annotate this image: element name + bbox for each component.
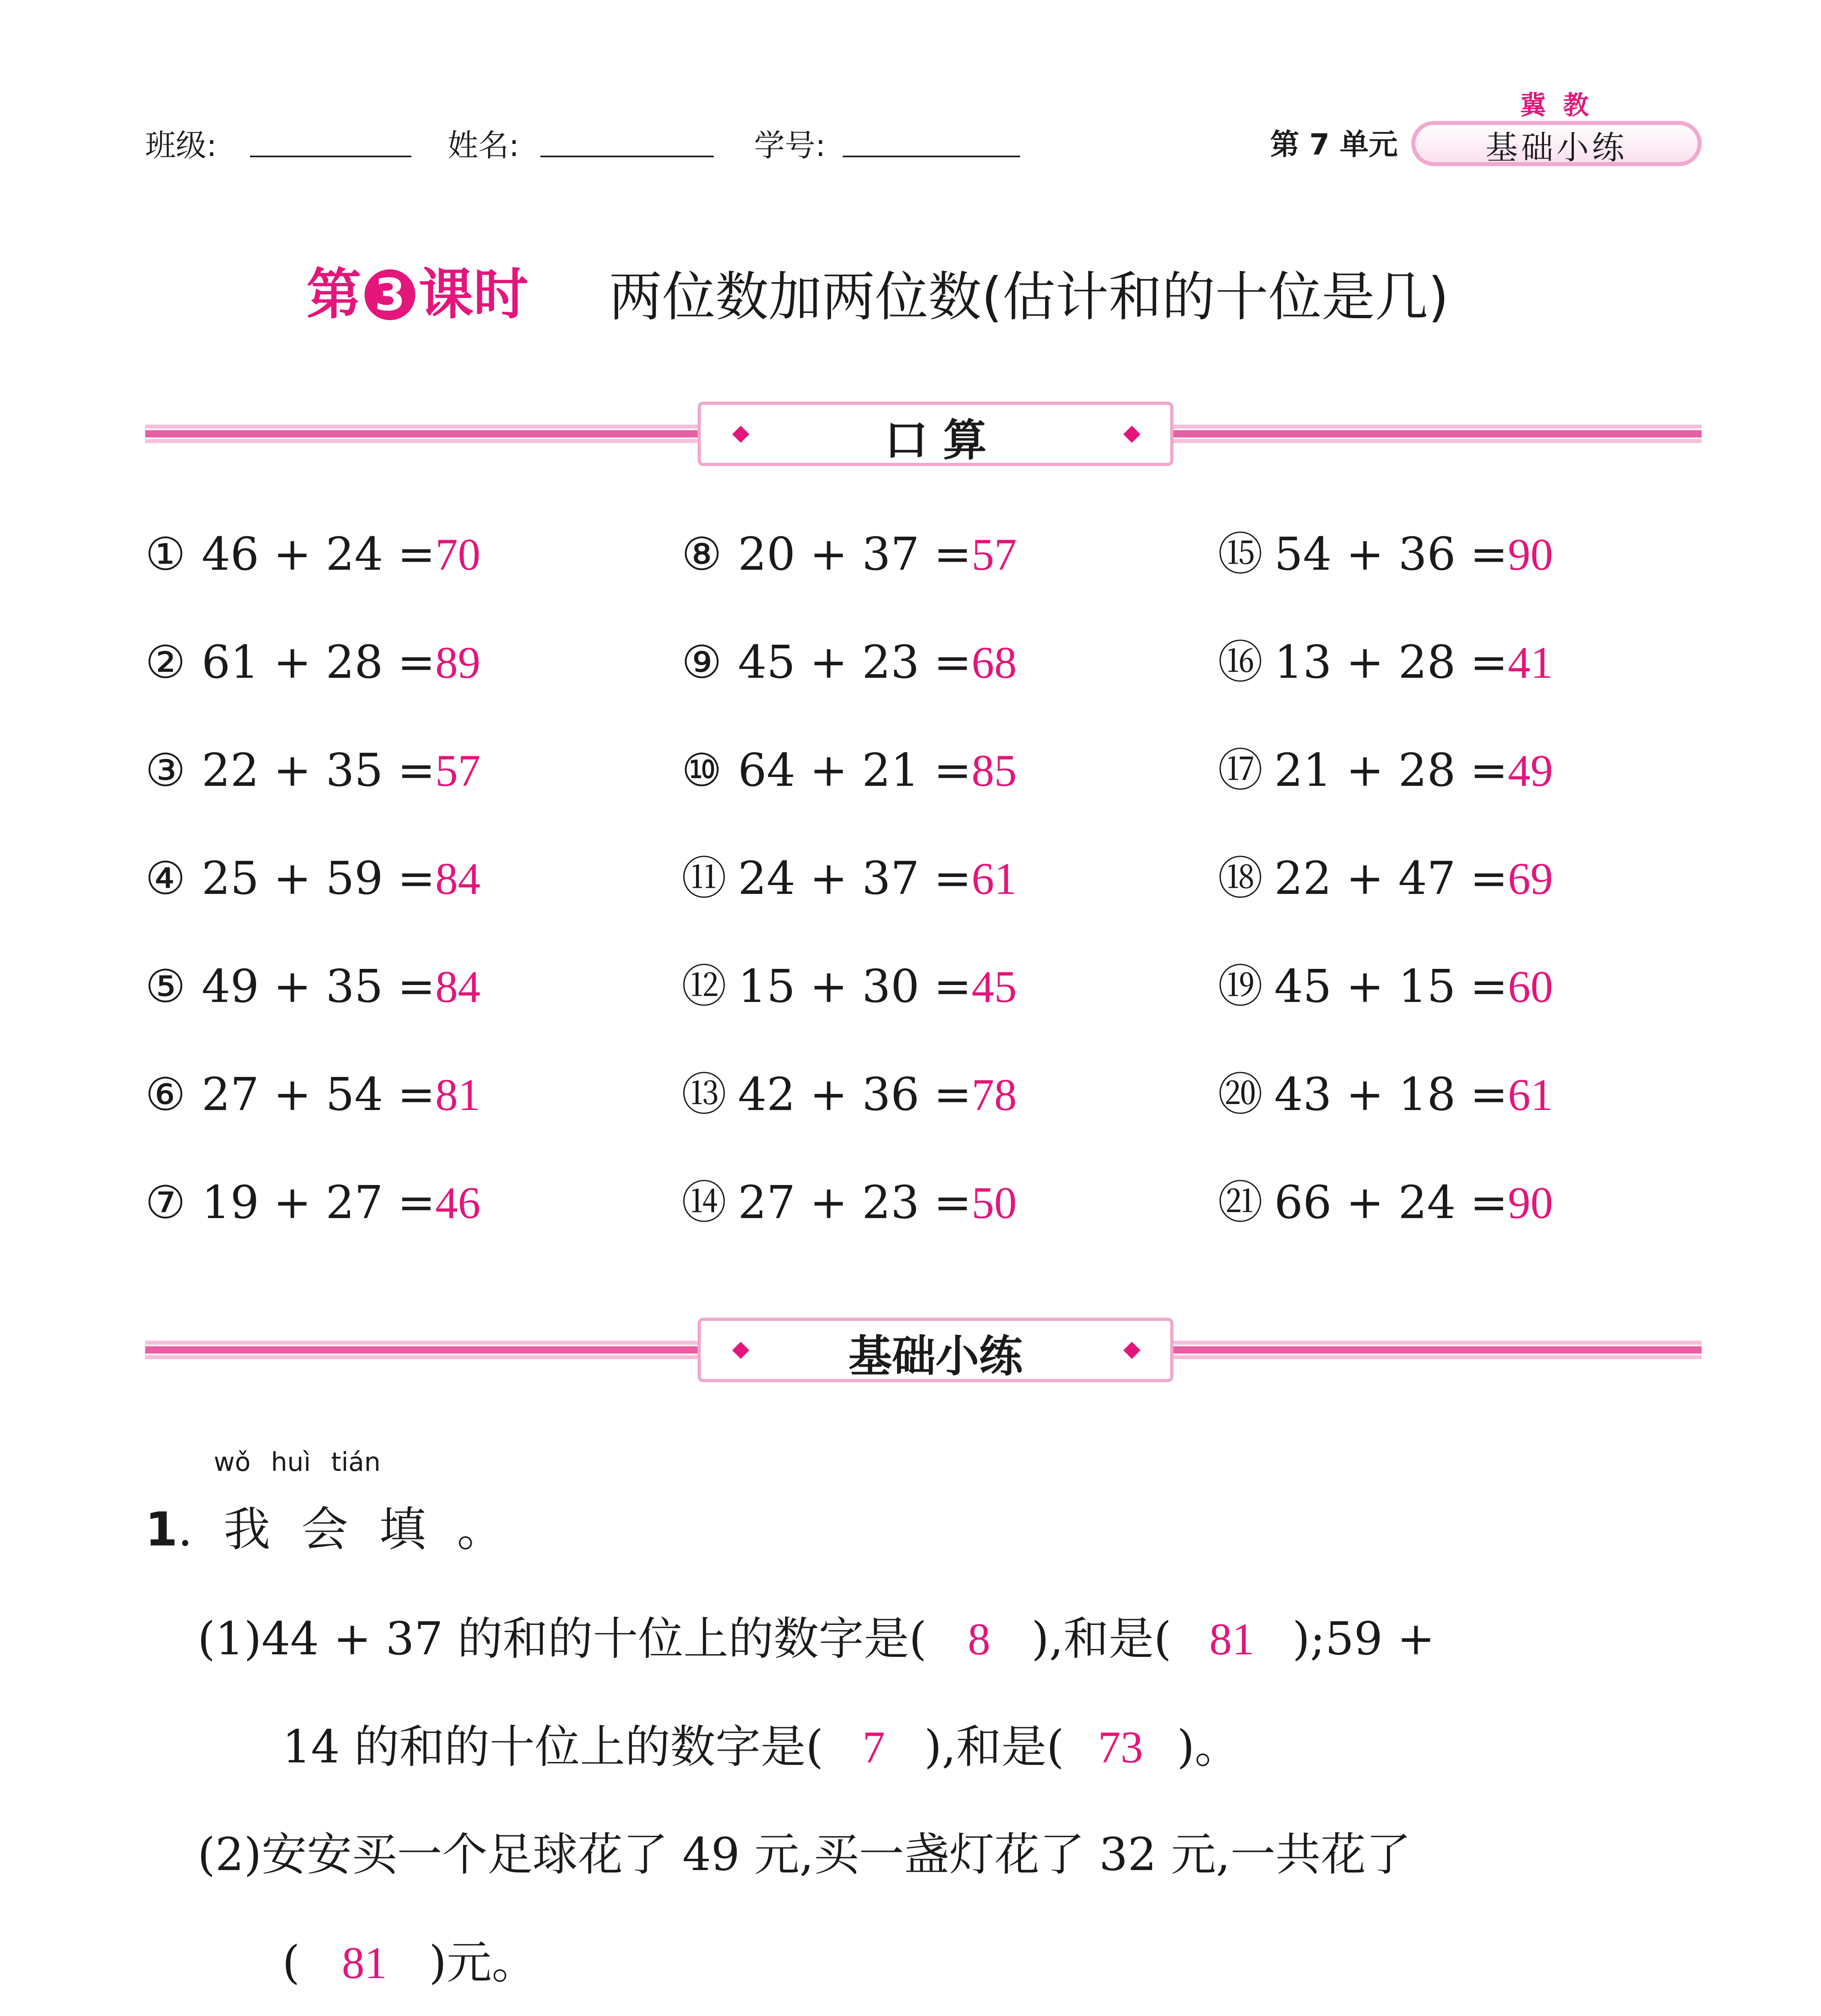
text: ),和是( <box>1031 1613 1172 1665</box>
expression: 21 + 28 = <box>1274 744 1508 797</box>
oral-calc-item <box>1218 634 1553 691</box>
class-field[interactable] <box>250 156 411 157</box>
answer[interactable]: 84 <box>435 962 481 1012</box>
answer[interactable]: 89 <box>435 638 481 688</box>
name-label: 姓名: <box>448 127 519 163</box>
expression: 54 + 36 = <box>1274 528 1508 581</box>
answer[interactable]: 85 <box>971 746 1017 796</box>
text: )。 <box>1177 1721 1240 1773</box>
lesson-suffix: 课时 <box>419 263 528 327</box>
answer[interactable]: 60 <box>1508 962 1553 1012</box>
item-number: ⑩ <box>681 744 722 797</box>
oral-calc-item <box>145 1175 481 1231</box>
answer[interactable]: 90 <box>1508 530 1553 580</box>
publisher-label: 冀 教 <box>1520 91 1593 121</box>
question-text: . 我 会 填 。 <box>177 1502 512 1557</box>
q1-part2-line1: (2)安安买一个足球花了 49 元,买一盏灯花了 32 元,一共花了 <box>198 1829 1411 1881</box>
oral-calc-item <box>145 634 481 691</box>
lesson-prefix: 第 <box>306 263 361 327</box>
oral-calc-item <box>1218 742 1553 799</box>
answer[interactable]: 50 <box>971 1178 1017 1228</box>
answer[interactable]: 68 <box>971 638 1017 688</box>
item-number: ⑳ <box>1218 1068 1263 1121</box>
answer[interactable]: 61 <box>1508 1070 1553 1120</box>
expression: 27 + 54 = <box>202 1068 435 1121</box>
text: 14 的和的十位上的数字是( <box>282 1721 823 1773</box>
item-number: ⑥ <box>145 1068 186 1121</box>
item-number: ④ <box>145 852 186 905</box>
item-number: ⑦ <box>145 1177 186 1229</box>
expression: 42 + 36 = <box>738 1068 972 1121</box>
answer-blank[interactable]: 81 <box>1209 1614 1255 1664</box>
oral-calc-item <box>681 958 1017 1015</box>
text: );59 + <box>1292 1613 1435 1665</box>
item-number: ③ <box>145 744 186 797</box>
answer[interactable]: 45 <box>971 962 1017 1012</box>
text: (1)44 + 37 的和的十位上的数字是( <box>198 1613 927 1665</box>
item-number: ⑫ <box>681 960 727 1013</box>
answer[interactable]: 49 <box>1508 746 1553 796</box>
oral-calc-item <box>145 850 481 907</box>
section-heading-oral: 口 算 <box>884 415 987 466</box>
item-number: ⑬ <box>681 1068 727 1121</box>
expression: 13 + 28 = <box>1274 636 1508 689</box>
text: ),和是( <box>924 1721 1064 1773</box>
expression: 19 + 27 = <box>202 1177 435 1229</box>
lesson-label <box>306 250 528 329</box>
page-title: 两位数加两位数(估计和的十位是几) <box>609 266 1449 328</box>
unit-label: 第 7 单元 <box>1270 127 1398 161</box>
oral-calc-item <box>681 1175 1017 1231</box>
answer-blank[interactable]: 73 <box>1098 1722 1143 1772</box>
item-number: ② <box>145 636 186 689</box>
expression: 27 + 23 = <box>738 1177 972 1229</box>
item-number: ⑯ <box>1218 636 1263 689</box>
expression: 25 + 59 = <box>202 852 435 905</box>
item-number: ㉑ <box>1218 1177 1263 1229</box>
item-number: ⑧ <box>681 528 722 581</box>
expression: 66 + 24 = <box>1274 1177 1508 1229</box>
answer-blank[interactable]: 81 <box>342 1938 387 1988</box>
expression: 46 + 24 = <box>202 528 435 581</box>
item-number: ⑤ <box>145 960 186 1013</box>
item-number: ⑰ <box>1218 744 1263 797</box>
oral-calc-item <box>1218 526 1553 583</box>
q1-part2-line2 <box>282 1933 537 1993</box>
oral-calc-item <box>681 1066 1017 1123</box>
expression: 20 + 37 = <box>738 528 972 581</box>
student-id-field[interactable] <box>843 156 1020 157</box>
answer[interactable]: 57 <box>971 530 1017 580</box>
class-label: 班级: <box>145 127 217 163</box>
expression: 45 + 23 = <box>738 636 972 689</box>
oral-calc-item <box>681 526 1017 583</box>
name-field[interactable] <box>540 156 714 157</box>
question-title <box>145 1492 512 1559</box>
item-number: ⑮ <box>1218 528 1263 581</box>
answer[interactable]: 70 <box>435 530 481 580</box>
oral-calc-item <box>1218 958 1553 1015</box>
oral-calc-item <box>145 958 481 1015</box>
expression: 15 + 30 = <box>738 960 972 1013</box>
answer-blank[interactable]: 8 <box>968 1614 991 1664</box>
item-number: ⑭ <box>681 1177 727 1229</box>
pinyin-annotation: wǒ huì tián <box>214 1447 381 1477</box>
oral-calc-item <box>681 634 1017 691</box>
oral-calc-item <box>145 742 481 799</box>
oral-calc-item <box>681 850 1017 907</box>
expression: 45 + 15 = <box>1274 960 1508 1013</box>
answer[interactable]: 84 <box>435 854 481 904</box>
answer[interactable]: 46 <box>435 1178 481 1228</box>
oral-calc-item <box>1218 1175 1553 1231</box>
expression: 43 + 18 = <box>1274 1068 1508 1121</box>
expression: 22 + 35 = <box>202 744 435 797</box>
lesson-number: 3 <box>365 269 415 320</box>
expression: 64 + 21 = <box>738 744 972 797</box>
expression: 49 + 35 = <box>202 960 435 1013</box>
item-number: ⑪ <box>681 852 727 905</box>
oral-calc-item <box>681 742 1017 799</box>
item-number: ⑱ <box>1218 852 1263 905</box>
answer[interactable]: 90 <box>1508 1178 1553 1228</box>
badge-label: 基础小练 <box>1486 129 1627 167</box>
item-number: ⑨ <box>681 636 722 689</box>
question-number: 1 <box>145 1502 178 1557</box>
expression: 22 + 47 = <box>1274 852 1508 905</box>
answer[interactable]: 81 <box>435 1070 481 1120</box>
oral-calc-item <box>1218 1066 1553 1123</box>
oral-calc-item <box>1218 850 1553 907</box>
student-id-label: 学号: <box>754 127 826 163</box>
text: )元。 <box>429 1937 537 1989</box>
answer[interactable]: 61 <box>971 854 1017 904</box>
answer-blank[interactable]: 7 <box>862 1722 885 1772</box>
item-number: ① <box>145 528 186 581</box>
text: ( <box>282 1937 300 1989</box>
oral-calc-item <box>145 526 481 583</box>
section-heading-practice: 基础小练 <box>848 1331 1023 1382</box>
answer[interactable]: 41 <box>1508 638 1553 688</box>
q1-part1-line2 <box>282 1717 1240 1778</box>
expression: 61 + 28 = <box>202 636 435 689</box>
answer[interactable]: 57 <box>435 746 481 796</box>
q1-part1-line1 <box>198 1609 1435 1670</box>
answer[interactable]: 69 <box>1508 854 1553 904</box>
oral-calc-item <box>145 1066 481 1123</box>
expression: 24 + 37 = <box>738 852 972 905</box>
answer[interactable]: 78 <box>971 1070 1017 1120</box>
item-number: ⑲ <box>1218 960 1263 1013</box>
